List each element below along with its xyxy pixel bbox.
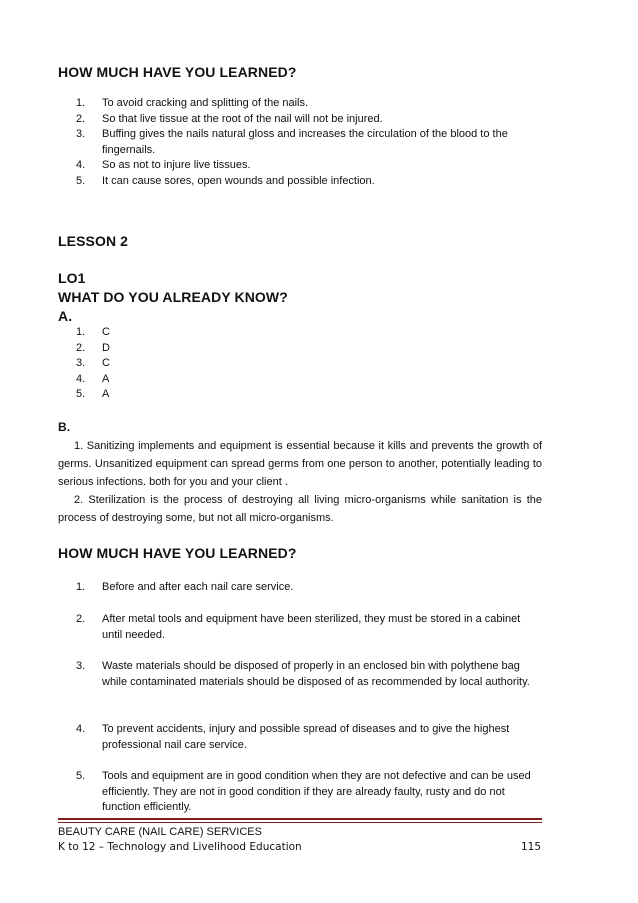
footer-rule-thin xyxy=(58,822,542,823)
list-item: 1. C xyxy=(76,326,110,338)
footer-subtitle: K to 12 – Technology and Livelihood Education xyxy=(58,841,302,853)
list-item: 1. Before and after each nail care service. xyxy=(76,581,294,593)
list-item: 5. Tools and equipment are in good condition when they are not defective and can be used efficiently. They are not in good condition if they are already faulty, rusty and do not function efficiently. xyxy=(76,770,531,813)
section2-item-5 xyxy=(76,769,536,816)
section1-heading: HOW MUCH HAVE YOU LEARNED? xyxy=(58,64,297,80)
answer-list xyxy=(76,325,276,403)
section2-item-2 xyxy=(76,612,536,643)
part-b-label: B. xyxy=(58,420,71,434)
part-a-label: A. xyxy=(58,308,73,324)
section2-item-1 xyxy=(76,580,536,596)
list-item: 1. To avoid cracking and splitting of the nails. xyxy=(76,97,309,109)
list-item: 2. After metal tools and equipment have been sterilized, they must be stored in a cabinet until needed. xyxy=(76,613,521,641)
list-item: 5. A xyxy=(76,388,110,400)
footer-rule xyxy=(58,818,542,820)
section2-item-3 xyxy=(76,659,536,690)
lesson-heading: WHAT DO YOU ALREADY KNOW? xyxy=(58,289,288,305)
list-item: 5. It can cause sores, open wounds and possible infection. xyxy=(76,174,375,187)
list-item: 4. So as not to injure live tissues. xyxy=(76,159,251,171)
section2-heading: HOW MUCH HAVE YOU LEARNED? xyxy=(58,545,297,561)
list-item: 4. To prevent accidents, injury and possible spread of diseases and to give the highest professional nail care service. xyxy=(76,723,510,751)
list-item: 4. A xyxy=(76,372,110,385)
paragraph-1: 1. Sanitizing implements and equipment is essential because it kills and prevents the growth of germs. Unsanitized equipment can spread germs from one person to another, potentially leading to serious infections. both for you and your client . xyxy=(58,440,542,488)
paragraph-2: 2. Sterilization is the process of destroying all living micro-organisms while sanitation is the process of destroying some, but not all micro-organisms. xyxy=(58,494,542,524)
section1-list xyxy=(76,96,546,189)
list-item: 2. D xyxy=(76,341,110,354)
lo-label: LO1 xyxy=(58,270,86,286)
section2-item-4 xyxy=(76,722,536,753)
footer-title: BEAUTY CARE (NAIL CARE) SERVICES xyxy=(58,826,262,838)
page-number: 115 xyxy=(521,841,542,853)
list-item: 3. Buffing gives the nails natural gloss and increases the circulation of the blood to the fingernails. xyxy=(76,128,508,156)
lesson-title: LESSON 2 xyxy=(58,233,129,249)
list-item: 3. C xyxy=(76,357,110,369)
list-item: 2. So that live tissue at the root of the nail will not be injured. xyxy=(76,112,383,125)
list-item: 3. Waste materials should be disposed of properly in an enclosed bin with polythene bag while contaminated materials should be disposed of as recommended by local authority. xyxy=(76,660,530,688)
